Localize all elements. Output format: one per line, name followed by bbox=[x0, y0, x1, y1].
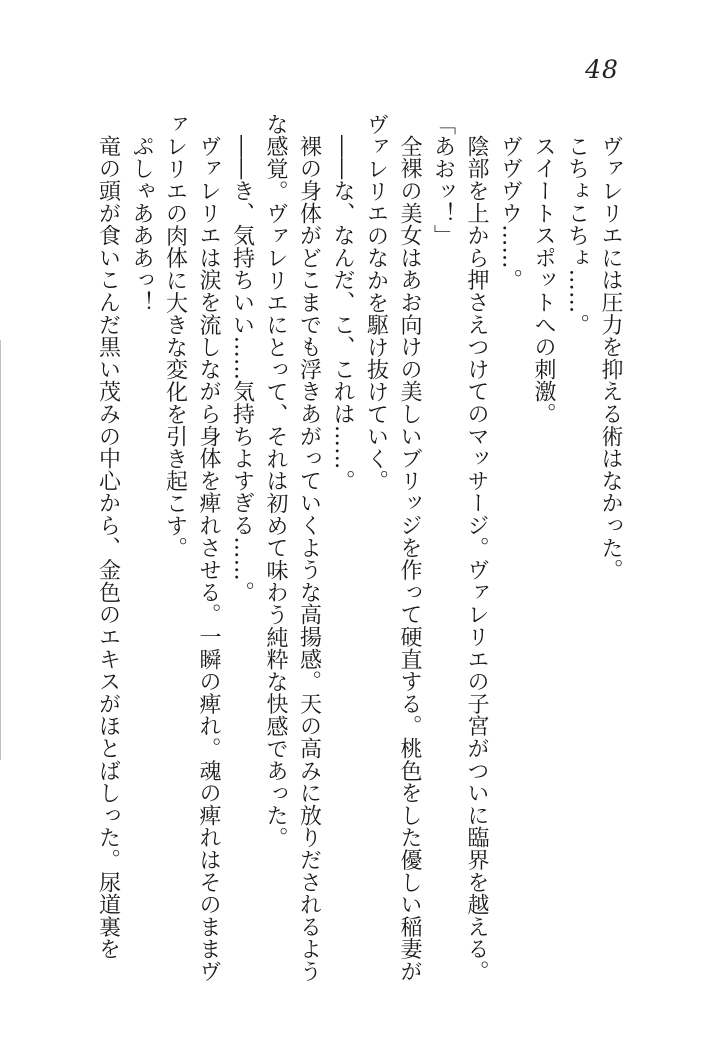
paragraph: スイートスポットへの刺激。 bbox=[531, 135, 556, 425]
scan-edge-artifact bbox=[0, 340, 1, 760]
text-block bbox=[91, 113, 627, 987]
paragraph: 全裸の美女はあお向けの美しいブリッジを作って硬直する。桃色をした優しい稲妻がヴァレリエのなかを駆け抜けていく。 bbox=[363, 113, 422, 983]
paragraph: 陰部を上から押さえつけてのマッサージ。ヴァレリエの子宮がついに臨界を越える。 bbox=[464, 135, 489, 983]
paragraph: ヴァレリエには圧力を抑える術はなかった。 bbox=[598, 135, 623, 581]
paragraph: ヴヴヴウ……。 bbox=[497, 135, 523, 292]
paragraph: 裸の身体がどこまでも浮きあがっていくような高揚感。天の高みに放りだされるような感覚。ヴァレリエにとって、それは初めて味わう純粋な快感であった。 bbox=[263, 113, 322, 983]
paragraph: 竜の頭が食いこんだ黒い茂みの中心から、金色のエキスがほとばしった。尿道裏を bbox=[95, 135, 121, 961]
page-number: 48 bbox=[585, 55, 619, 84]
paragraph: ぷしゃあああっ！ bbox=[129, 135, 154, 314]
paragraph: ヴァレリエは涙を流しながら身体を痺れさせる。一瞬の痺れ。魂の痺れはそのままヴァレリエの肉体に大きな変化を引き起こす。 bbox=[162, 113, 221, 983]
paragraph: ――な、なんだ、こ、これは……。 bbox=[330, 135, 355, 492]
paragraph: 「あおッ！」 bbox=[430, 113, 456, 247]
paragraph: こちょこちょ……。 bbox=[564, 135, 590, 336]
paragraph: ――き、気持ちいい……気持ちよすぎる……。 bbox=[229, 135, 255, 604]
